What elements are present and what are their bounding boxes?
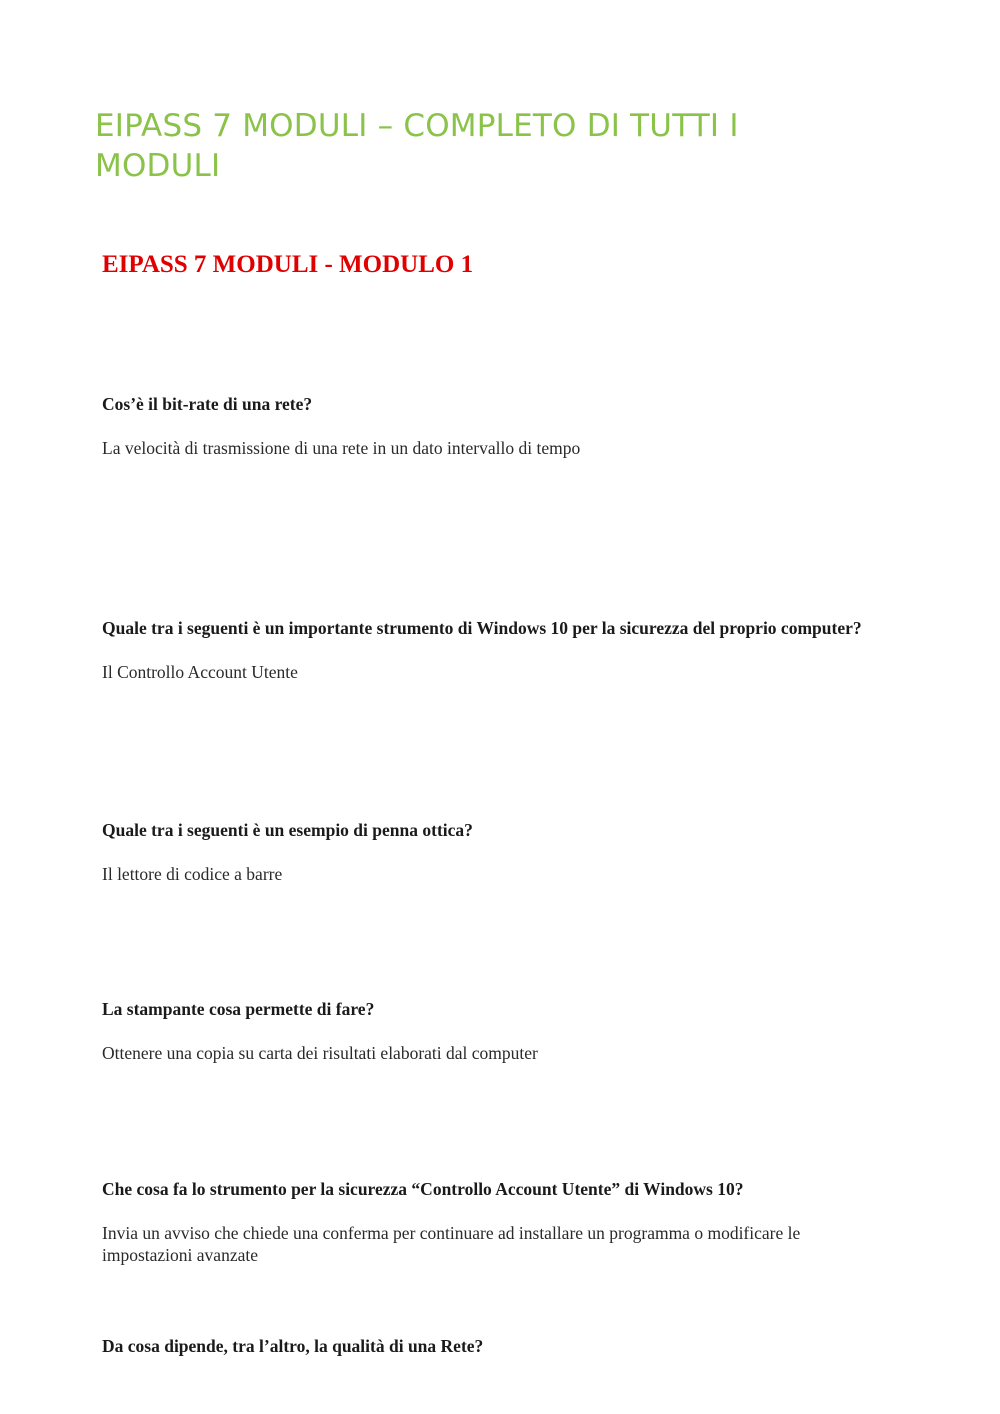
qa-item bbox=[102, 617, 888, 683]
answer-text: Il Controllo Account Utente bbox=[102, 662, 298, 682]
question-text: La stampante cosa permette di fare? bbox=[102, 999, 375, 1019]
question-text: Che cosa fa lo strumento per la sicurezza “Controllo Account Utente” di Windows 10? bbox=[102, 1179, 744, 1199]
qa-item bbox=[102, 1335, 888, 1357]
qa-item bbox=[102, 998, 888, 1064]
module-heading: EIPASS 7 MODULI - MODULO 1 bbox=[102, 251, 474, 278]
question-text: Quale tra i seguenti è un importante strumento di Windows 10 per la sicurezza del proprio computer? bbox=[102, 618, 862, 638]
qa-item bbox=[102, 819, 888, 885]
qa-item bbox=[102, 393, 888, 459]
qa-item bbox=[102, 1178, 888, 1266]
question-text: Quale tra i seguenti è un esempio di penna ottica? bbox=[102, 820, 473, 840]
question-text: Da cosa dipende, tra l’altro, la qualità di una Rete? bbox=[102, 1336, 484, 1356]
question-text: Cos’è il bit-rate di una rete? bbox=[102, 394, 313, 414]
answer-text: Il lettore di codice a barre bbox=[102, 864, 283, 884]
answer-text: La velocità di trasmissione di una rete in un dato intervallo di tempo bbox=[102, 438, 581, 458]
answer-text: Invia un avviso che chiede una conferma per continuare ad installare un programma o modificare le impostazioni avanzate bbox=[102, 1223, 801, 1265]
document-title: EIPASS 7 MODULI – COMPLETO DI TUTTI I MODULI bbox=[95, 108, 739, 184]
answer-text: Ottenere una copia su carta dei risultati elaborati dal computer bbox=[102, 1043, 538, 1063]
